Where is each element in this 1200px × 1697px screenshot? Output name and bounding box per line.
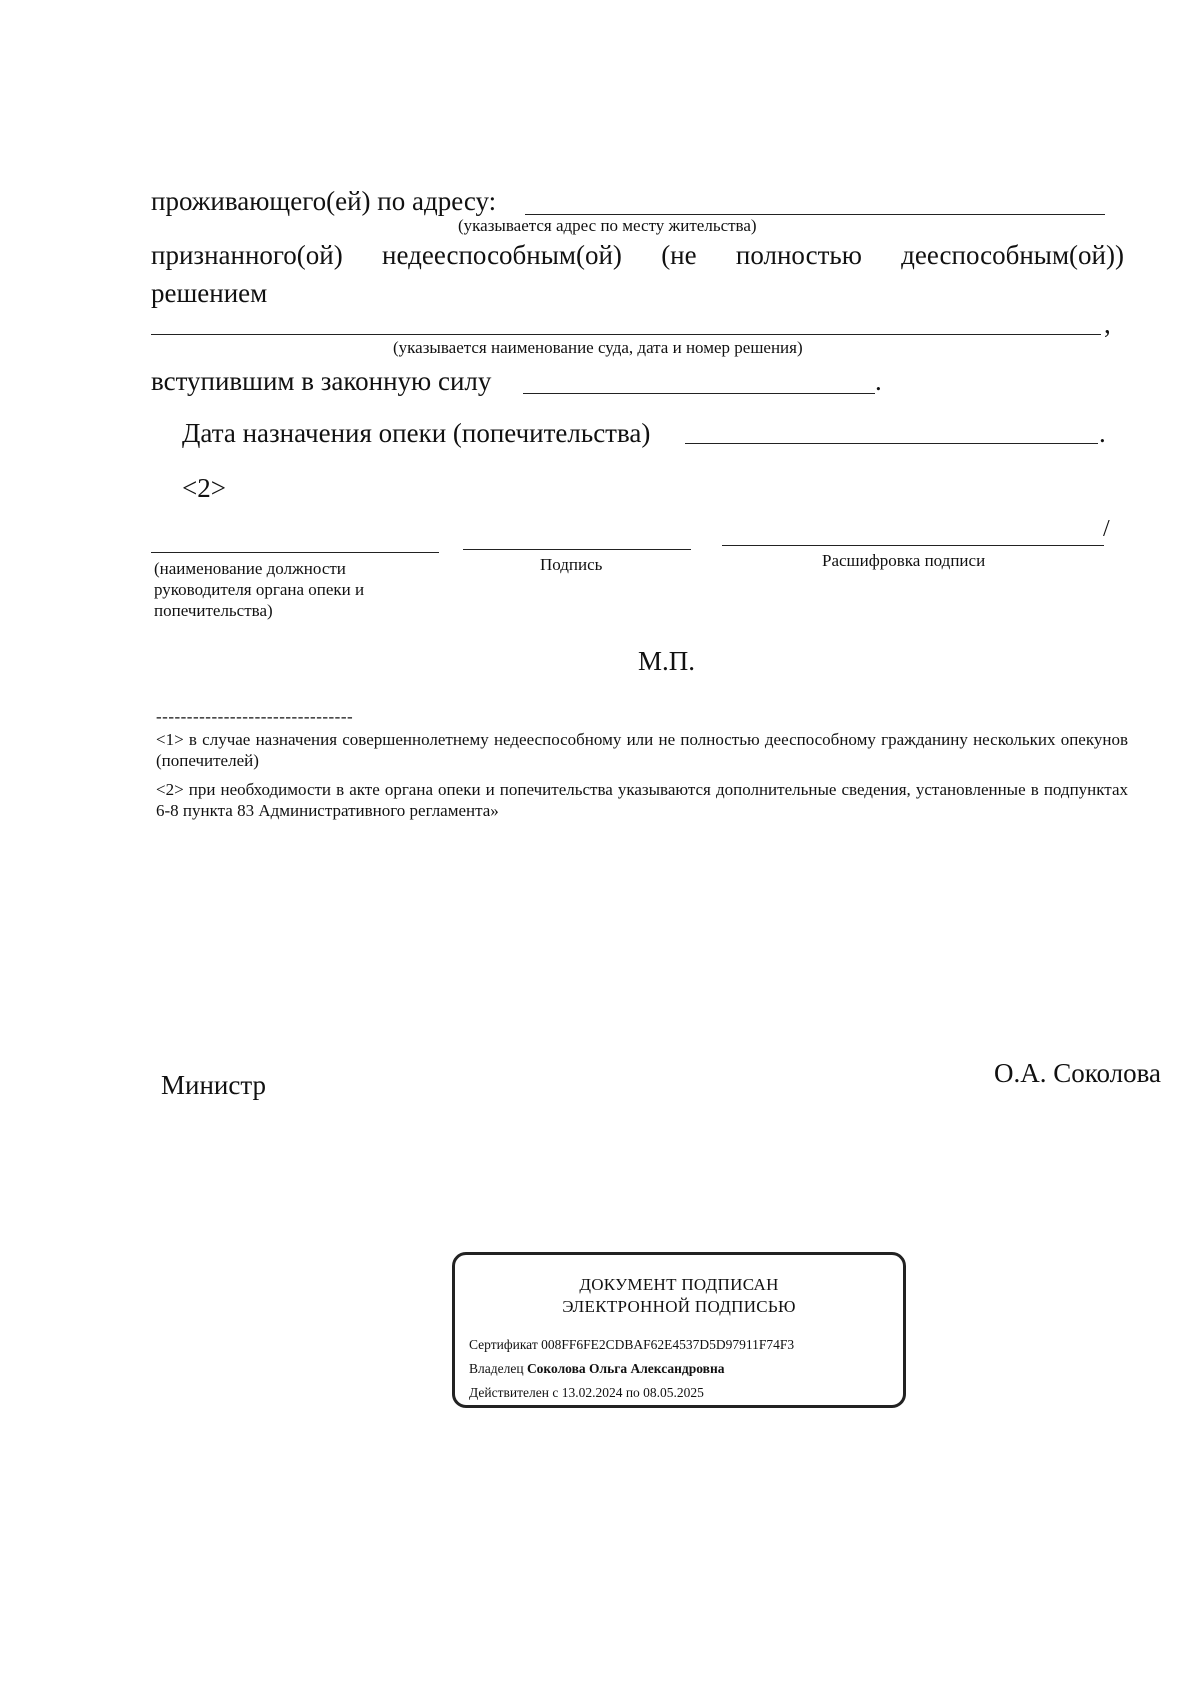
position-blank-line — [151, 552, 439, 553]
stamp-valid-to-prefix: по — [625, 1385, 640, 1400]
stamp-owner-value: Соколова Ольга Александровна — [526, 1361, 725, 1376]
decision-label: решением — [151, 278, 268, 308]
signature-blank-line — [463, 549, 691, 550]
stamp-certificate-label: Сертификат — [469, 1337, 538, 1352]
footnote-2: <2> при необходимости в акте органа опеки и попечительства указываются дополнительные сведения, установленные в подпунктах 6-8 пункта 83 Административного регламента» — [156, 780, 1128, 820]
appointment-date-label: Дата назначения опеки (попечительства) — [182, 418, 651, 448]
signoff-position: Министр — [161, 1070, 266, 1100]
footnote-separator: -------------------------------- — [156, 707, 354, 726]
seal-place: М.П. — [638, 646, 696, 676]
appointment-date-blank-line — [685, 443, 1098, 444]
signature-hint: Подпись — [540, 555, 603, 574]
footnote-marker-2: <2> — [182, 473, 226, 503]
stamp-valid-to: 08.05.2025 — [643, 1385, 704, 1400]
decoding-hint: Расшифровка подписи — [822, 551, 986, 570]
address-blank-line — [525, 214, 1105, 215]
recognized-word-4: полностью — [735, 240, 862, 270]
stamp-title-line-2: ЭЛЕКТРОННОЙ ПОДПИСЬЮ — [562, 1297, 796, 1316]
decision-comma: , — [1104, 309, 1111, 339]
decision-blank-line — [151, 334, 1101, 335]
recognized-word-5: дееспособным(ой)) — [901, 240, 1124, 270]
position-hint: (наименование должности руководителя органа опеки и попечительства) — [154, 559, 365, 620]
recognized-line — [151, 240, 1124, 271]
signature-slash: / — [1103, 516, 1110, 542]
stamp-owner-label: Владелец — [469, 1361, 524, 1376]
stamp-valid-from: 13.02.2024 — [561, 1385, 623, 1400]
electronic-signature-stamp — [452, 1252, 906, 1408]
in-force-label: вступившим в законную силу — [151, 366, 492, 396]
stamp-certificate-value: 008FF6FE2CDBAF62E4537D5D97911F74F3 — [541, 1337, 795, 1352]
address-hint: (указывается адрес по месту жительства) — [458, 216, 757, 235]
stamp-valid-row — [469, 1385, 704, 1401]
appointment-date-end: . — [1099, 418, 1106, 448]
signoff-name: О.А. Соколова — [994, 1058, 1161, 1088]
recognized-word-1: признанного(ой) — [151, 240, 343, 270]
recognized-word-2: недееспособным(ой) — [382, 240, 622, 270]
stamp-certificate-row — [469, 1337, 794, 1353]
stamp-owner-row — [469, 1361, 725, 1377]
stamp-title-line-1: ДОКУМЕНТ ПОДПИСАН — [579, 1275, 779, 1294]
footnote-1: <1> в случае назначения совершеннолетнему недееспособному или не полностью дееспособному гражданину нескольких опекунов (попечителей) — [156, 730, 1128, 770]
stamp-valid-label: Действителен — [469, 1385, 549, 1400]
decision-hint: (указывается наименование суда, дата и номер решения) — [393, 338, 803, 357]
in-force-blank-line — [523, 393, 875, 394]
in-force-end: . — [875, 366, 882, 396]
address-label: проживающего(ей) по адресу: — [151, 186, 497, 216]
decoding-blank-line — [722, 545, 1104, 546]
stamp-valid-from-prefix: с — [552, 1385, 559, 1400]
recognized-word-3: (не — [661, 240, 697, 270]
